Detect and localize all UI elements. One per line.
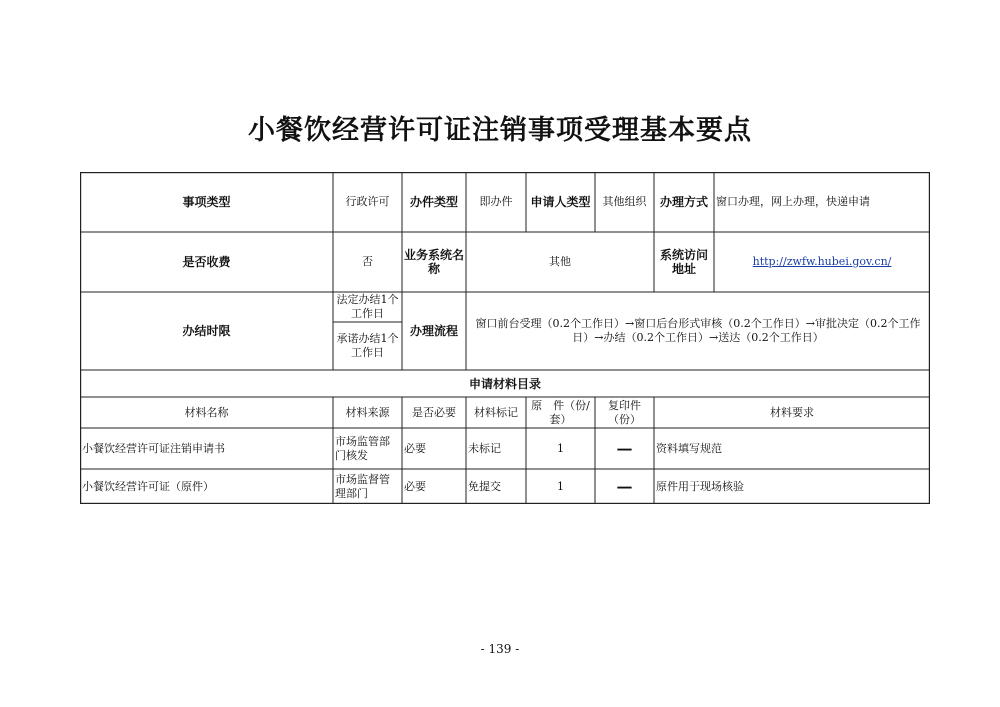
promised-deadline: 承诺办结1个工作日 xyxy=(336,332,399,359)
material-row-2-required: 必要 xyxy=(404,479,426,493)
legal-deadline: 法定办结1个工作日 xyxy=(336,293,399,320)
material-row-2-original: 1 xyxy=(557,479,564,493)
process-label: 办理流程 xyxy=(409,324,458,338)
material-row-1-source: 市场监管部门核发 xyxy=(335,434,390,462)
method-value: 窗口办理，网上办理，快递申请 xyxy=(716,195,870,208)
system-url-link[interactable]: http://zwfw.hubei.gov.cn/ xyxy=(752,255,892,268)
material-row-2-source: 市场监督管理部门 xyxy=(335,472,390,500)
header-original-count: 原 件（份/套） xyxy=(531,398,590,426)
page-number: - 139 - xyxy=(480,642,520,656)
header-copy-count: 复印件（份） xyxy=(608,398,641,426)
material-row-1-name: 小餐饮经营许可证注销申请书 xyxy=(82,441,225,455)
handle-type-value: 即办件 xyxy=(479,195,513,208)
material-row-1-copy: — xyxy=(616,438,633,458)
header-material-mark: 材料标记 xyxy=(474,405,518,419)
material-row-2-copy: — xyxy=(616,476,633,496)
system-name-label: 业务系统名称 xyxy=(404,248,465,276)
material-row-1-required: 必要 xyxy=(404,441,426,455)
header-required: 是否必要 xyxy=(412,405,456,419)
system-url-label: 系统访问地址 xyxy=(659,248,708,276)
header-material-name: 材料名称 xyxy=(184,405,229,419)
material-row-1-original: 1 xyxy=(557,441,564,455)
document-title: 小餐饮经营许可证注销事项受理基本要点 xyxy=(248,115,752,146)
deadline-label: 办结时限 xyxy=(182,324,231,338)
applicant-type-value: 其他组织 xyxy=(602,195,647,208)
handle-type-label: 办件类型 xyxy=(409,195,458,209)
method-label: 办理方式 xyxy=(659,195,708,209)
materials-section-title: 申请材料目录 xyxy=(468,376,541,391)
requirements-table xyxy=(80,172,930,504)
process-value: 窗口前台受理（0.2个工作日）→窗口后台形式审核（0.2个工作日）→审批决定（0.2个工作日）→办结（0.2个工作日）→送达（0.2个工作日） xyxy=(475,317,921,344)
material-row-2-requirement: 原件用于现场核验 xyxy=(656,479,744,493)
header-material-source: 材料来源 xyxy=(345,405,390,419)
fee-label: 是否收费 xyxy=(182,255,231,269)
material-row-1-mark: 未标记 xyxy=(468,441,501,455)
system-name-value: 其他 xyxy=(549,255,571,268)
applicant-type-label: 申请人类型 xyxy=(530,195,591,209)
item-type-value: 行政许可 xyxy=(345,195,390,208)
material-row-2-mark: 免提交 xyxy=(468,479,501,493)
item-type-label: 事项类型 xyxy=(182,195,231,209)
material-row-2-name: 小餐饮经营许可证（原件） xyxy=(82,479,214,493)
material-row-1-requirement: 资料填写规范 xyxy=(656,441,722,455)
fee-value: 否 xyxy=(362,255,373,268)
header-material-requirement: 材料要求 xyxy=(770,405,814,419)
